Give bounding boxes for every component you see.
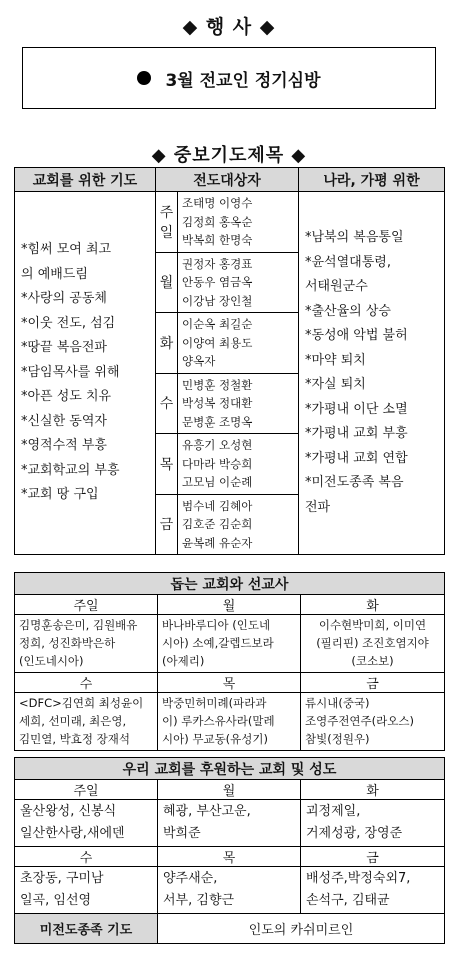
cell-line: 일산한사랑,새에덴 — [20, 826, 125, 841]
evangelism-name-line: 이강남 장인철 — [182, 293, 253, 308]
cell-line: 양주새순, — [163, 871, 218, 886]
cell-line: 거제성광, 장영준 — [306, 826, 403, 841]
cell-line: 이) 루카스유사라(말레 — [162, 714, 275, 728]
bullet-dot-icon — [137, 71, 151, 85]
missions-cell — [15, 693, 158, 751]
supporters-cell — [301, 800, 445, 847]
evangelism-name-line: 문병훈 조명옥 — [182, 414, 253, 429]
nation-prayer-item: 전파 — [305, 499, 331, 515]
evangelism-name-line: 다마라 박승희 — [182, 456, 253, 471]
missions-cell — [15, 615, 158, 673]
nation-prayer-item: *가평내 이단 소멸 — [305, 401, 408, 417]
church-prayer-item: *신실한 동역자 — [21, 413, 107, 429]
cell-line: (아제리) — [162, 654, 205, 668]
missions-day: 주일 — [15, 595, 158, 615]
church-prayer-item: 의 예배드림 — [21, 266, 88, 282]
nation-prayer-list — [299, 192, 445, 555]
cell-line: 류시내(중국) — [305, 696, 370, 710]
nation-prayer-item: *가평내 교회 부흥 — [305, 426, 408, 441]
evangelism-name-line: 안동우 염금옥 — [182, 275, 253, 289]
prayer-table — [14, 167, 445, 555]
cell-line: 참빛(정원우) — [305, 732, 370, 746]
missions-title: 돕는 교회와 선교사 — [15, 573, 445, 595]
cell-line: 괴정제일, — [306, 804, 361, 819]
cell-line: (필리핀) 조진호염지야 — [316, 636, 429, 650]
cell-line: 시아) 무교동(유성기) — [162, 732, 268, 746]
evangelism-day: 금 — [156, 494, 178, 555]
cell-line: 울산왕성, 신봉식 — [20, 804, 117, 819]
evangelism-name-line: 박복희 한명숙 — [182, 233, 253, 247]
evangelism-name-line: 범수네 김혜아 — [182, 498, 253, 513]
evangelism-names — [178, 313, 299, 374]
nation-prayer-item: *가평내 교회 연합 — [305, 450, 408, 466]
evangelism-name-line: 김호준 김순희 — [182, 517, 253, 531]
supporters-title: 우리 교회를 후원하는 교회 및 성도 — [15, 758, 445, 780]
evangelism-names — [178, 192, 299, 253]
nation-prayer-item: 서태원군수 — [305, 279, 368, 294]
evangelism-day: 수 — [156, 373, 178, 434]
church-prayer-item: *교회학교의 부흥 — [21, 462, 120, 478]
evangelism-day: 화 — [156, 313, 178, 374]
missions-cell — [158, 693, 301, 751]
cell-line: (코소보) — [351, 654, 394, 668]
missions-day: 수 — [15, 673, 158, 693]
nation-prayer-item: *자실 퇴치 — [305, 377, 366, 392]
cell-line: 이수현박미희, 이미연 — [318, 618, 427, 632]
cell-line: (인도네시아) — [19, 654, 84, 668]
cell-line: <DFC>김연희 최성윤이 — [19, 696, 144, 710]
evangelism-name-line: 김정희 홍옥순 — [182, 214, 253, 229]
cell-line: 혜광, 부산고운, — [163, 804, 251, 819]
supporters-cell — [301, 867, 445, 914]
nation-prayer-item: *윤석열대통령, — [305, 254, 391, 270]
evangelism-day: 주 일 — [156, 192, 178, 253]
header-church-prayer: 교회를 위한 기도 — [15, 168, 156, 192]
cell-line: 서부, 김향근 — [163, 893, 235, 908]
church-prayer-item: *이웃 전도, 섬김 — [21, 315, 116, 331]
supporters-cell — [158, 800, 301, 847]
evangelism-name-line: 조태명 이영수 — [182, 196, 253, 210]
evangelism-name-line: 고모님 이순례 — [182, 475, 253, 489]
unreached-label: 미전도종족 기도 — [15, 914, 158, 944]
evangelism-name-line: 유흥기 오성현 — [182, 438, 253, 452]
supporters-table — [14, 757, 445, 944]
evangelism-day: 월 — [156, 252, 178, 313]
missions-cell — [301, 693, 445, 751]
evangelism-name-line: 박성복 정대환 — [182, 396, 253, 410]
evangelism-day: 목 — [156, 434, 178, 495]
nation-prayer-item: *동성애 악법 불허 — [305, 328, 408, 343]
cell-line: 초장동, 구미남 — [20, 871, 104, 886]
church-prayer-list — [15, 192, 156, 555]
evangelism-name-line: 양옥자 — [182, 354, 216, 368]
evangelism-name-line: 윤복례 유순자 — [182, 535, 253, 550]
church-prayer-item: *교회 땅 구입 — [21, 487, 99, 503]
evangelism-names — [178, 494, 299, 555]
missions-day: 금 — [301, 673, 445, 693]
cell-line: 배성주,박정숙외7, — [306, 871, 411, 886]
supporters-day: 수 — [15, 847, 158, 867]
evangelism-names — [178, 373, 299, 434]
missions-day: 화 — [301, 595, 445, 615]
nation-prayer-item: *미전도종족 복음 — [305, 475, 404, 490]
header-nation-prayer: 나라, 가평 위한 — [299, 168, 445, 192]
supporters-day: 목 — [158, 847, 301, 867]
supporters-day: 월 — [158, 780, 301, 800]
supporters-day: 주일 — [15, 780, 158, 800]
cell-line: 김명훈송은미, 김원배유 — [19, 618, 138, 632]
supporters-day: 금 — [301, 847, 445, 867]
cell-line: 바나바루디아 (인도네 — [162, 618, 271, 632]
nation-prayer-item: *출산율의 상승 — [305, 303, 391, 319]
cell-line: 일곡, 임선영 — [20, 893, 92, 908]
event-item: 3월 전교인 정기심방 — [165, 70, 321, 91]
cell-line: 세희, 선미래, 최은영, — [19, 714, 127, 728]
missions-day: 월 — [158, 595, 301, 615]
cell-line: 시아) 소예,갈렙드보라 — [162, 636, 274, 650]
cell-line: 손석구, 김태균 — [306, 893, 390, 908]
evangelism-name-line: 권정자 홍경표 — [182, 256, 253, 271]
cell-line: 조영주전연주(라오스) — [305, 714, 414, 728]
cell-line: 박희준 — [163, 826, 201, 841]
church-prayer-item: *아픈 성도 치유 — [21, 389, 112, 405]
church-prayer-item: *담임목사를 위해 — [21, 364, 120, 380]
church-prayer-item: *힘써 모여 최고 — [21, 242, 112, 258]
supporters-cell — [158, 867, 301, 914]
supporters-cell — [15, 800, 158, 847]
evangelism-name-line: 이순옥 최길순 — [182, 317, 253, 331]
cell-line: 김민열, 박효정 장재석 — [19, 732, 130, 746]
church-prayer-item: *땅끝 복음전파 — [21, 340, 107, 356]
church-prayer-item: *사랑의 공동체 — [21, 291, 107, 307]
cell-line: 정희, 성진화박은하 — [19, 636, 116, 650]
nation-prayer-item: *남북의 복음통일 — [305, 230, 404, 245]
missions-table — [14, 572, 445, 751]
unreached-value: 인도의 카쉬미르인 — [158, 914, 445, 944]
evangelism-name-line: 민병훈 정철환 — [182, 377, 253, 392]
evangelism-names — [178, 252, 299, 313]
event-box — [22, 47, 436, 109]
prayer-section-title: ◆ 중보기도제목 ◆ — [151, 145, 307, 166]
church-prayer-item: *영적수적 부흥 — [21, 438, 107, 454]
nation-prayer-item: *마약 퇴치 — [305, 352, 366, 368]
supporters-cell — [15, 867, 158, 914]
header-evangelism: 전도대상자 — [156, 168, 299, 192]
evangelism-name-line: 이양여 최용도 — [182, 335, 253, 350]
event-section-title: ◆ 행 사 ◆ — [182, 16, 276, 38]
missions-cell — [158, 615, 301, 673]
missions-cell — [301, 615, 445, 673]
missions-day: 목 — [158, 673, 301, 693]
cell-line: 박중민허미례(파라과 — [162, 696, 267, 710]
evangelism-names — [178, 434, 299, 495]
supporters-day: 화 — [301, 780, 445, 800]
